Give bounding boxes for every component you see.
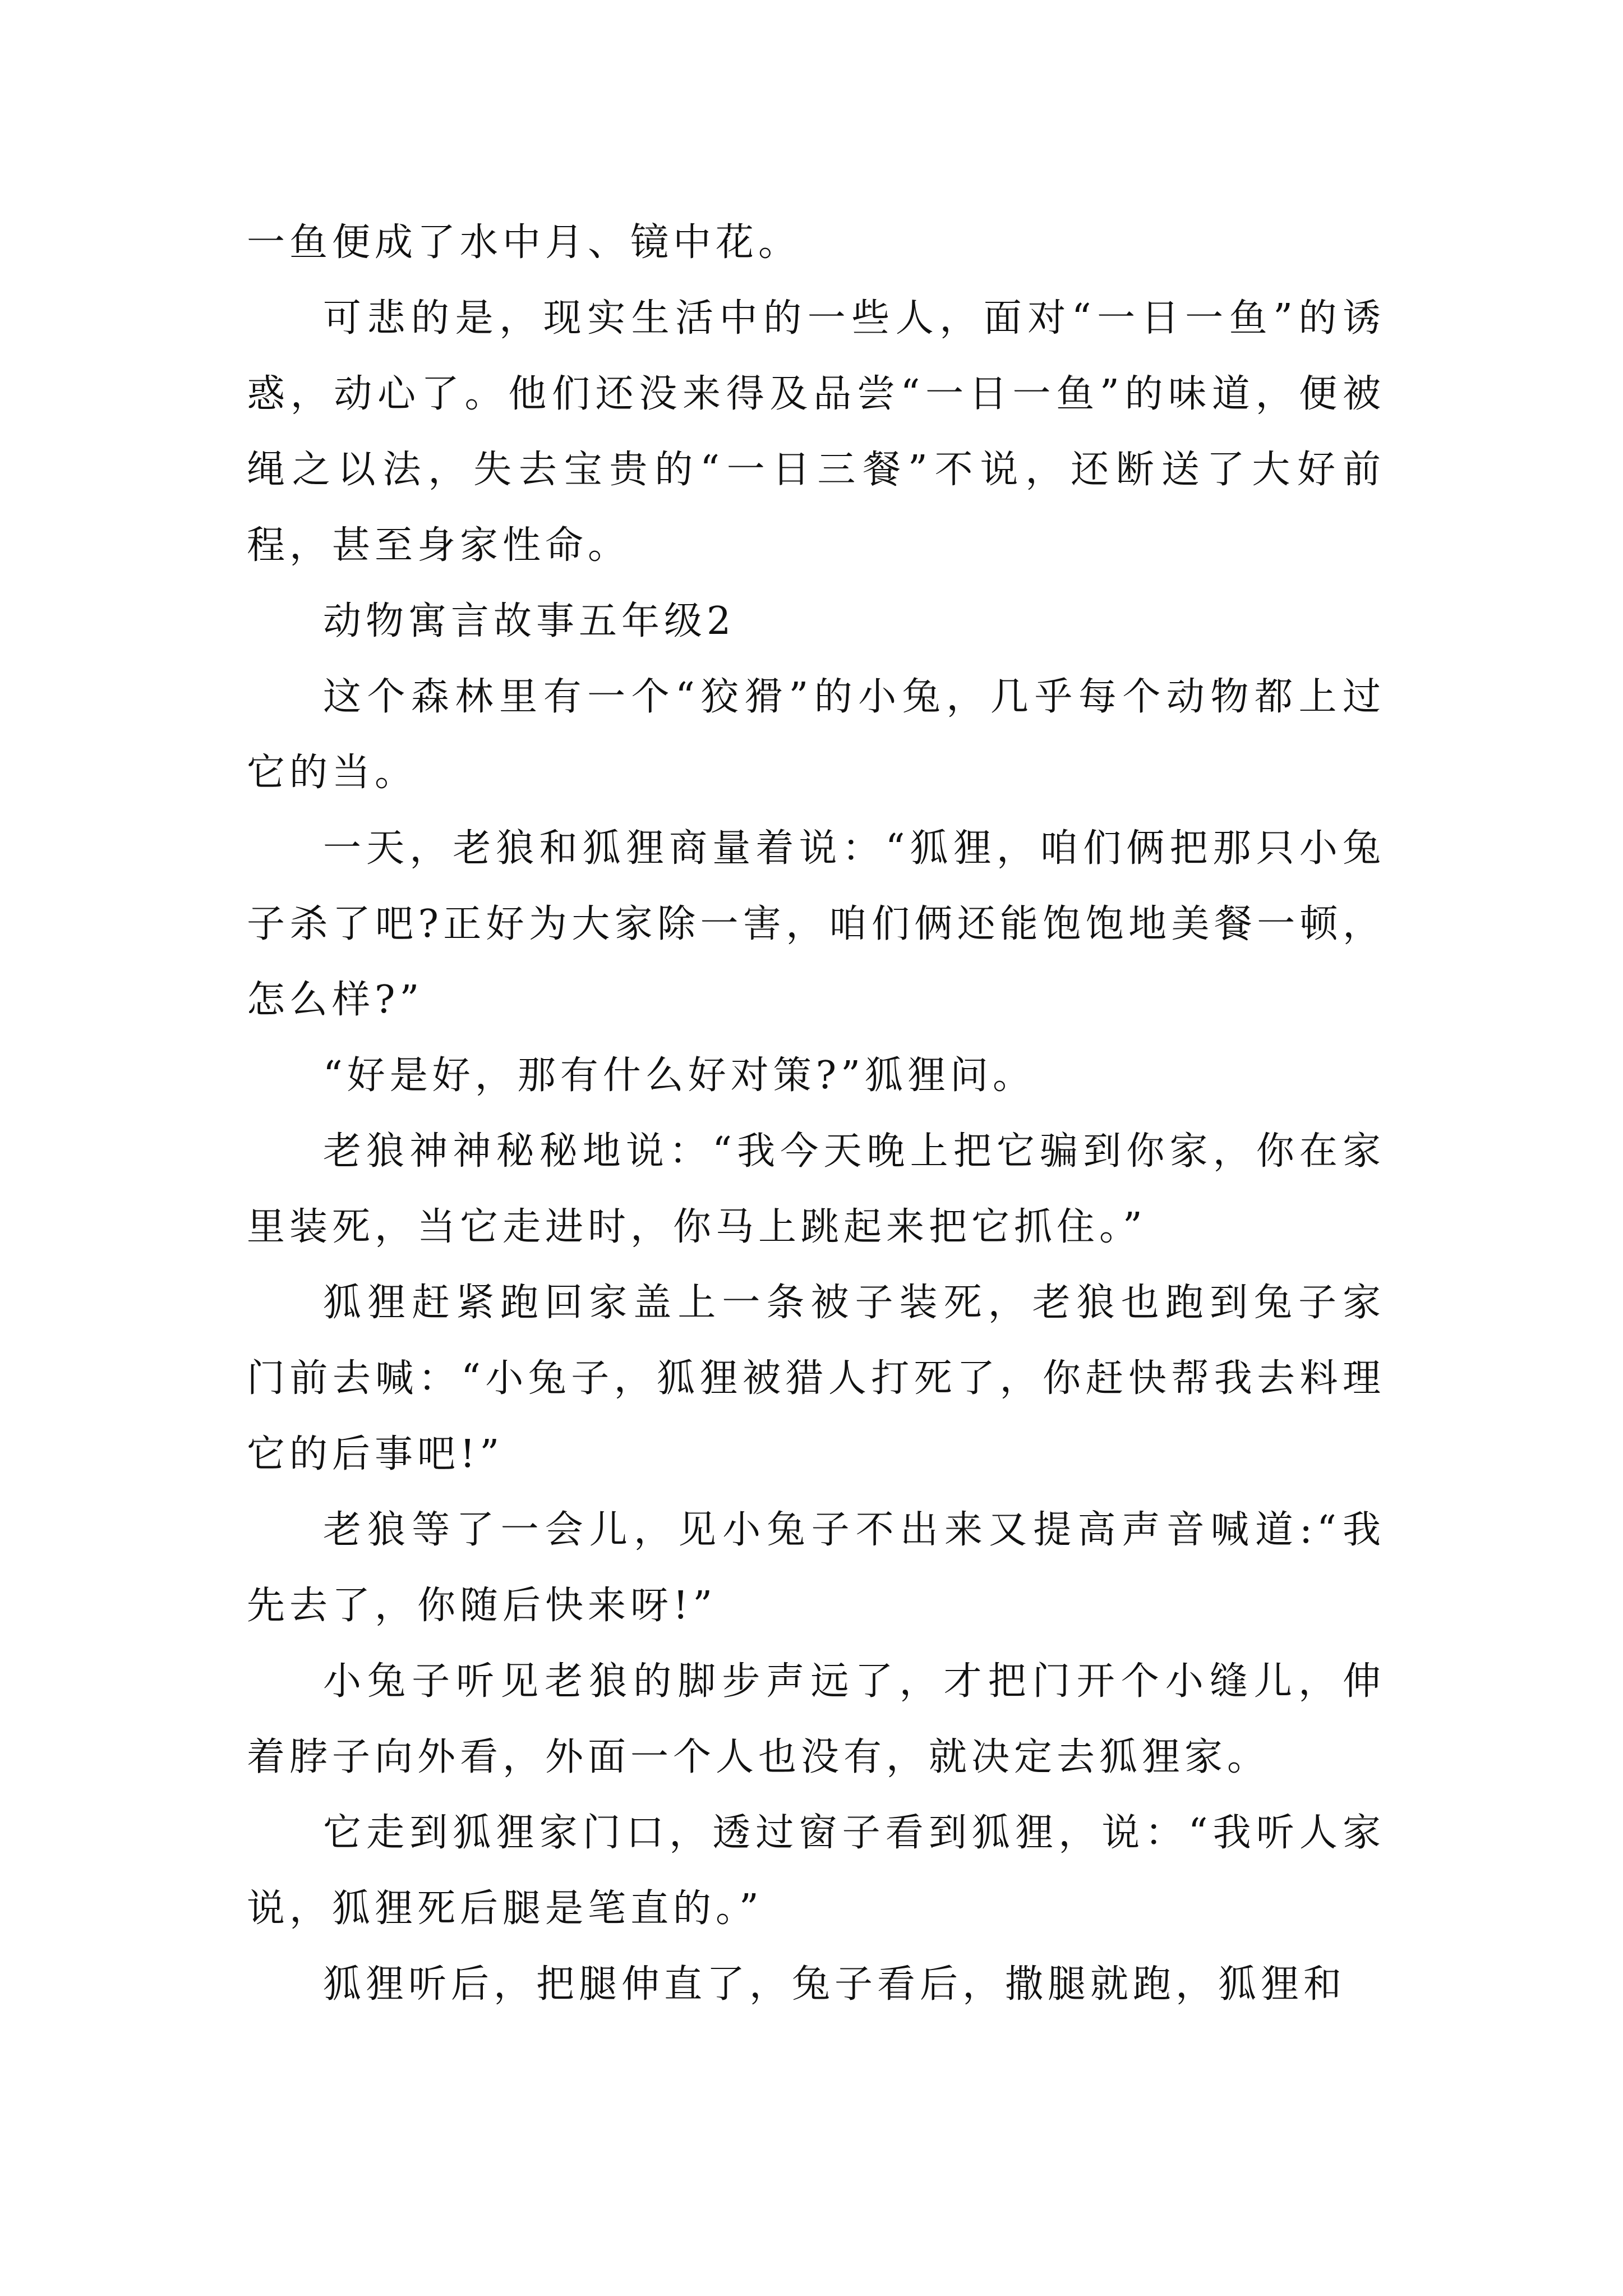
- paragraph: 小兔子听见老狼的脚步声远了，才把门开个小缝儿，伸着脖子向外看，外面一个人也没有，就决定去狐狸家。: [247, 1659, 1385, 1779]
- paragraph: 这个森林里有一个“狡猾”的小兔，几乎每个动物都上过它的当。: [247, 675, 1385, 795]
- paragraph-continuation: 一鱼便成了水中月、镜中花。: [247, 220, 801, 265]
- paragraph: 狐狸赶紧跑回家盖上一条被子装死，老狼也跑到兔子家门前去喊：“小兔子，狐狸被猎人打死了，你赶快帮我去料理它的后事吧!”: [247, 1281, 1385, 1476]
- body-text: [247, 205, 1385, 2022]
- paragraph: 狐狸听后，把腿伸直了，兔子看后，撒腿就跑，狐狸和: [323, 1962, 1347, 2007]
- paragraph: 一天，老狼和狐狸商量着说：“狐狸，咱们俩把那只小兔子杀了吧?正好为大家除一害，咱们俩还能饱饱地美餐一顿，怎么样?”: [247, 826, 1385, 1022]
- paragraph: “好是好，那有什么好对策?”狐狸问。: [323, 1053, 1035, 1098]
- paragraph: 老狼等了一会儿，见小兔子不出来又提高声音喊道:“我先去了，你随后快来呀!”: [247, 1508, 1385, 1628]
- section-heading: 动物寓言故事五年级2: [323, 599, 736, 643]
- paragraph: 它走到狐狸家门口，透过窗子看到狐狸，说：“我听人家说，狐狸死后腿是笔直的。”: [247, 1811, 1385, 1931]
- paragraph: 可悲的是，现实生活中的一些人，面对“一日一鱼”的诱惑，动心了。他们还没来得及品尝“一日一鱼”的味道，便被绳之以法，失去宝贵的“一日三餐”不说，还断送了大好前程，甚至身家性命。: [247, 296, 1385, 568]
- paragraph: 老狼神神秘秘地说：“我今天晚上把它骗到你家，你在家里装死，当它走进时，你马上跳起来把它抓住。”: [247, 1129, 1385, 1249]
